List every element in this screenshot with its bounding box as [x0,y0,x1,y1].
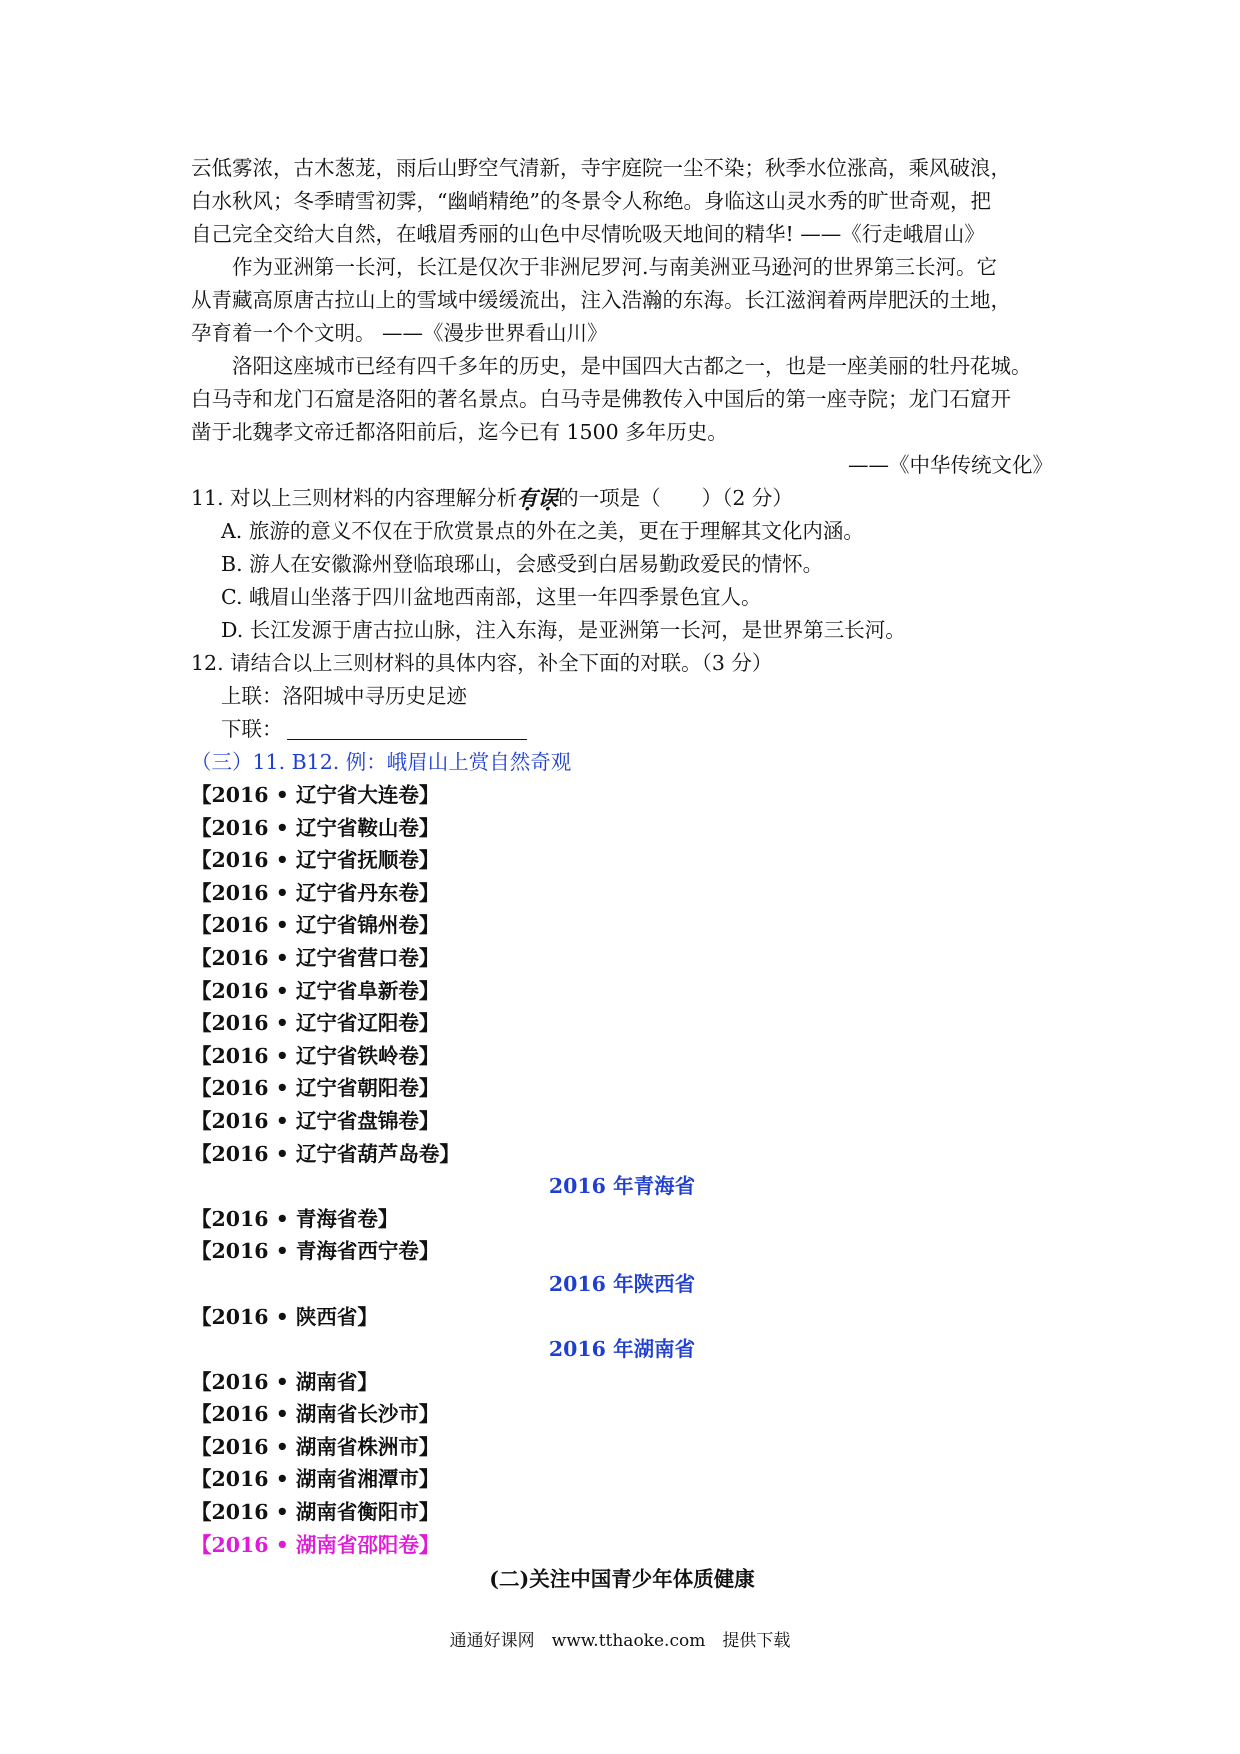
list-item: 【2016 • 青海省卷】 [191,1206,399,1231]
material-line: 洛阳这座城市已经有四千多年的历史，是中国四大古都之一，也是一座美丽的牡丹花城。 [232,354,1032,378]
q11-emphasis-2: 误 [537,486,559,510]
list-item: 【2016 • 辽宁省辽阳卷】 [191,1011,440,1036]
couplet-lower [191,713,1053,746]
q11-stem-before: 11. 对以上三则材料的内容理解分析 [191,486,518,510]
answer-blank-line [287,717,527,740]
list-item: 【2016 • 辽宁省丹东卷】 [191,880,440,905]
q11-stem-after: 的一项是（ ）（2 分） [558,486,793,510]
section-heading-hunan: 2016 年湖南省 [548,1337,696,1362]
question-12-stem: 12. 请结合以上三则材料的具体内容，补全下面的对联。（3 分） [191,651,773,675]
list-item: 【2016 • 湖南省湘潭市】 [191,1467,440,1492]
material-line: 白水秋风；冬季晴雪初霁，“幽峭精绝”的冬景令人称绝。身临这山灵水秀的旷世奇观，把 [191,189,991,213]
q11-option-a: A. 旅游的意义不仅在于欣赏景点的外在之美，更在于理解其文化内涵。 [221,519,864,543]
answer-key: （三）11. B12. 例：峨眉山上赏自然奇观 [191,750,572,774]
material-line: 从青藏高原唐古拉山上的雪域中缓缓流出，注入浩瀚的东海。长江滋润着两岸肥沃的土地， [191,288,1011,312]
list-item: 【2016 • 湖南省衡阳市】 [191,1500,440,1525]
q11-option-d: D. 长江发源于唐古拉山脉，注入东海，是亚洲第一长河，是世界第三长河。 [221,618,906,642]
material-line: 自己完全交给大自然，在峨眉秀丽的山色中尽情吮吸天地间的精华! ——《行走峨眉山》 [191,222,985,246]
list-item: 【2016 • 辽宁省铁岭卷】 [191,1043,440,1068]
material-line: 凿于北魏孝文帝迁都洛阳前后，迄今已有 1500 多年历史。 [191,420,728,444]
material-line: 作为亚洲第一长河，长江是仅次于非洲尼罗河.与南美洲亚马逊河的世界第三长河。它 [232,255,998,279]
list-item: 【2016 • 辽宁省抚顺卷】 [191,848,440,873]
list-item: 【2016 • 湖南省长沙市】 [191,1402,440,1427]
liaoning-list [191,779,1053,1170]
list-item: 【2016 • 辽宁省锦州卷】 [191,913,440,938]
question-11-stem [191,482,1053,515]
material-line: 孕育着一个个文明。 ——《漫步世界看山川》 [191,321,608,345]
list-item: 【2016 • 湖南省】 [191,1369,378,1394]
list-item: 【2016 • 湖南省株洲市】 [191,1434,440,1459]
material-source: ——《中华传统文化》 [848,453,1053,477]
list-item: 【2016 • 辽宁省朝阳卷】 [191,1076,440,1101]
list-item: 【2016 • 陕西省】 [191,1304,378,1329]
section-heading-shaanxi: 2016 年陕西省 [548,1271,696,1296]
couplet-upper: 上联：洛阳城中寻历史足迹 [221,684,467,708]
section-heading-qinghai: 2016 年青海省 [548,1174,696,1199]
list-item: 【2016 • 辽宁省鞍山卷】 [191,815,440,840]
list-item: 【2016 • 青海省西宁卷】 [191,1239,440,1264]
q11-option-c: C. 峨眉山坐落于四川盆地西南部，这里一年四季景色宜人。 [221,585,762,609]
page-footer: 通通好课网 www.tthaoke.com 提供下载 [449,1631,791,1651]
q11-option-b: B. 游人在安徽滁州登临琅琊山，会感受到白居易勤政爱民的情怀。 [221,552,824,576]
list-item: 【2016 • 辽宁省葫芦岛卷】 [191,1141,460,1166]
section-title: (二)关注中国青少年体质健康 [489,1567,755,1592]
list-item: 【2016 • 辽宁省大连卷】 [191,783,440,807]
material-line: 白马寺和龙门石窟是洛阳的著名景点。白马寺是佛教传入中国后的第一座寺院；龙门石窟开 [191,387,1011,411]
list-item: 【2016 • 辽宁省阜新卷】 [191,978,440,1003]
list-item: 【2016 • 辽宁省盘锦卷】 [191,1108,440,1133]
q11-emphasis-1: 有 [517,486,538,510]
document-body [191,152,1053,1597]
couplet-lower-label: 下联： [221,717,283,741]
list-item: 【2016 • 辽宁省营口卷】 [191,945,440,970]
list-item-highlighted: 【2016 • 湖南省邵阳卷】 [191,1532,440,1557]
material-line: 云低雾浓，古木葱茏，雨后山野空气清新，寺宇庭院一尘不染；秋季水位涨高，乘风破浪， [191,156,1011,180]
